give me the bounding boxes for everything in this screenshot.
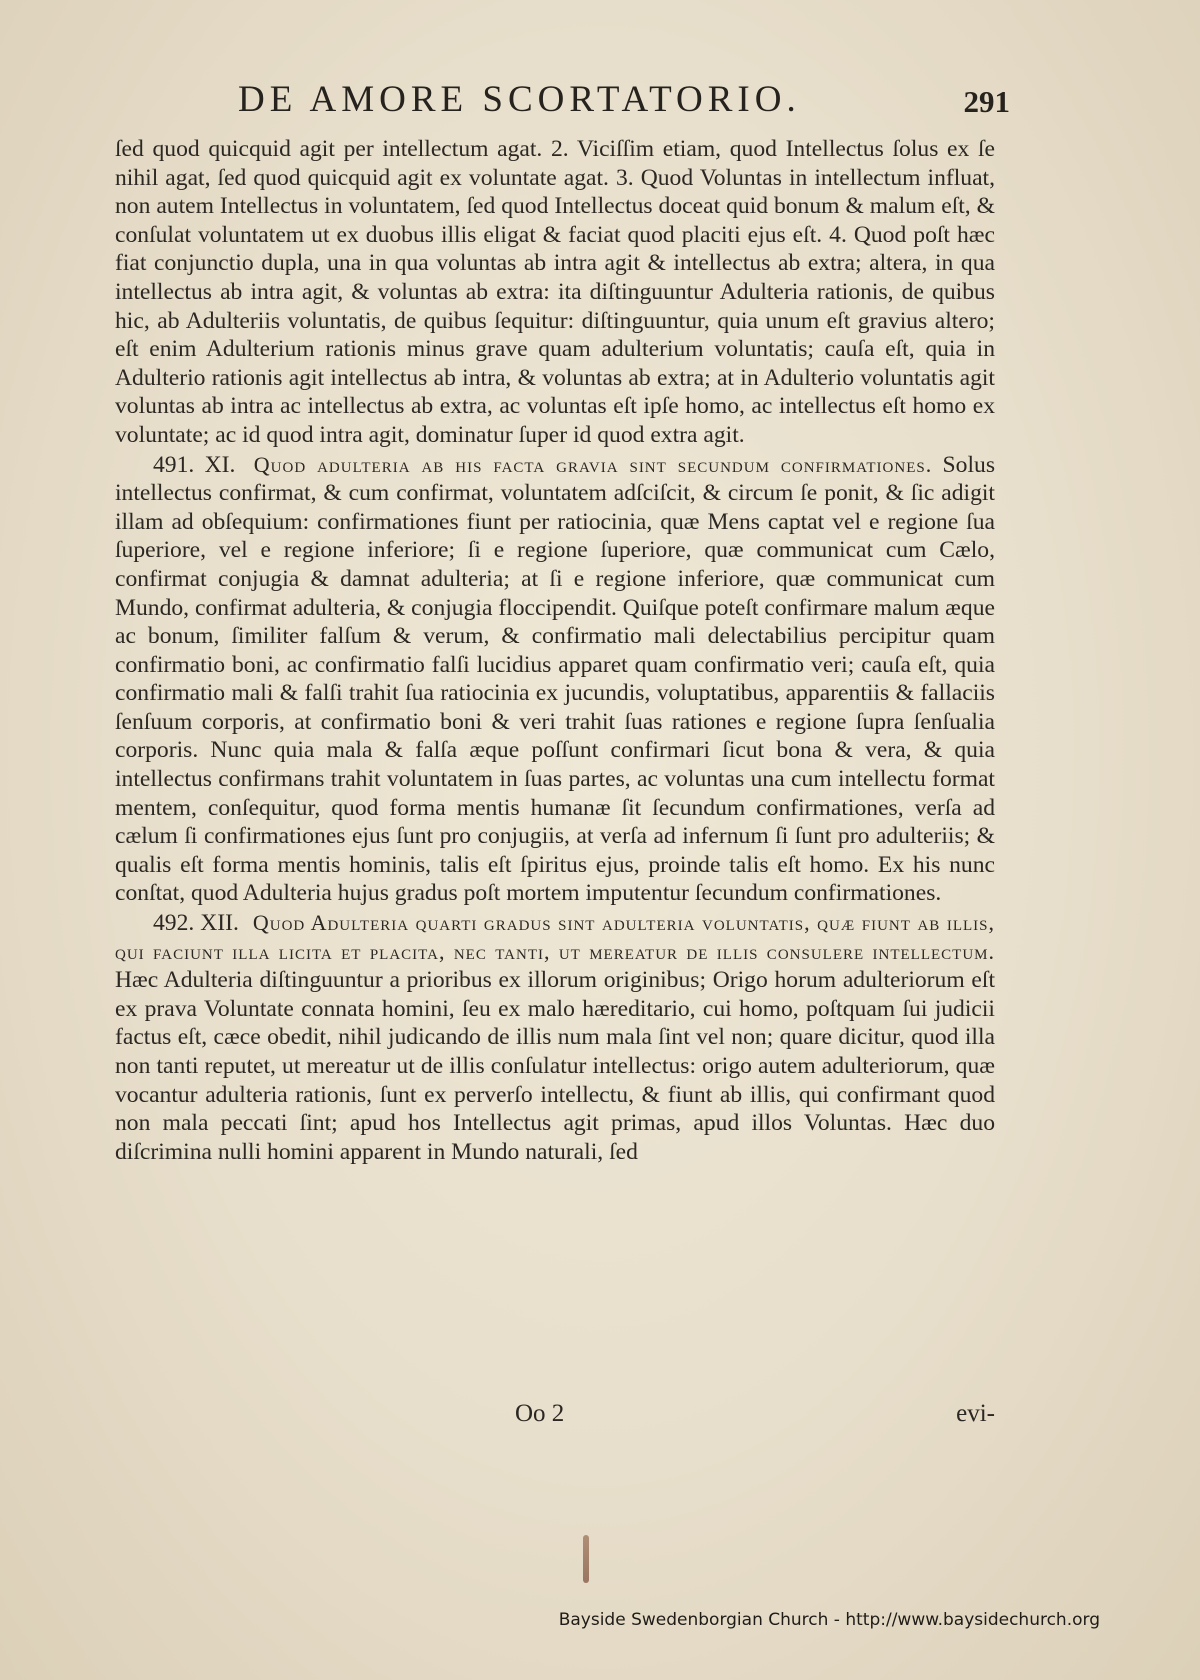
section-heading: Quod Adulteria quarti gradus sint adulteria voluntatis, quæ fiunt ab illis, qui faciunt illa licita et placita, nec tanti, ut mereatur de illis consulere intellectum. [115,910,995,964]
signature-mark: Oo 2 [515,1400,565,1427]
section-number: 491. XI. [153,451,236,478]
website-watermark: Bayside Swedenborgian Church - http://www.baysidechurch.org [558,1610,1100,1630]
paragraph-492 [115,909,995,1166]
body-text [115,135,995,1167]
paragraph-text: Solus intellectus confirmat, & cum confirmat, voluntatem adſciſcit, & circum ſe ponit, & ſic adigit illam ad obſequium: confirmationes fiunt per ratiocinia, quæ Mens captat vel e regione ſua ſuperiore, vel e regione inferiore; ſi e regione ſuperiore, quæ communicat cum Cælo, confirmat conjugia & damnat adulteria; at ſi e regione inferiore, quæ communicat cum Mundo, confirmat adulteria, & conjugia floccipendit. Quiſque poteſt confirmare malum æque ac bonum, ſimiliter falſum & verum, & confirmatio mali delectabilius percipitur quam confirmatio boni, ac confirmatio falſi lucidius apparet quam confirmatio veri; cauſa eſt, quia confirmatio mali & falſi trahit ſua ratiocinia ex jucundis, voluptatibus, apparentiis & fallaciis ſenſuum corporis, at confirmatio boni & veri trahit ſuas rationes e regione ſupra ſenſualia corporis. Nunc quia mala & falſa æque poſſunt confirmari ſicut bona & vera, & quia intellectus confirmans trahit voluntatem in ſuas partes, ac voluntas una cum intellectu format mentem, conſequitur, quod forma mentis humanæ ſit ſecundum confirmationes, verſa ad cælum ſi confirmationes ejus ſunt pro conjugiis, at verſa ad infernum ſi ſunt pro adulteriis; & qualis eſt forma mentis hominis, talis eſt ſpiritus ejus, proinde talis eſt homo. Ex his nunc conſtat, quod Adulteria hujus gradus poſt mortem imputentur ſecundum confirmationes. [115,451,995,907]
page-header [120,78,1010,128]
paragraph-491 [115,451,995,909]
ink-stain [583,1535,589,1583]
paragraph-continuation [115,135,995,450]
catchword: evi- [956,1400,995,1427]
paragraph-text: ſed quod quicquid agit per intellectum agat. 2. Viciſſim etiam, quod Intellectus ſolus ex ſe nihil agat, ſed quod quicquid agit ex voluntate agat. 3. Quod Voluntas in intellectum influat, non autem Intellectus in voluntatem, ſed quod Intellectus doceat quid bonum & malum eſt, & conſulat voluntatem ut ex duobus illis eligat & faciat quod placiti ejus eſt. 4. Quod poſt hæc fiat conjunctio dupla, una in qua voluntas ab intra agit & intellectus ab extra; altera, in qua intellectus ab intra agit, & voluntas ab extra: ita diſtinguuntur Adulteria rationis, de quibus hic, ab Adulteriis voluntatis, de quibus ſequitur: diſtinguuntur, quia unum eſt gravius altero; eſt enim Adulterium rationis minus grave quam adulterium voluntatis; cauſa eſt, quia in Adulterio rationis agit intellectus ab intra, & voluntas ab extra; at in Adulterio voluntatis agit voluntas ab intra ac intellectus ab extra, ac voluntas eſt ipſe homo, ac intellectus eſt homo ex voluntate; ac id quod intra agit, dominatur ſuper id quod extra agit. [115,136,995,448]
running-head: DE AMORE SCORTATORIO. [238,79,801,120]
section-number: 492. XII. [153,910,239,937]
section-heading: Quod adulteria ab his facta gravia sint secundum confirmationes. [253,451,933,477]
page-footer [115,1400,995,1434]
page-number: 291 [963,84,1010,119]
paragraph-text: Hæc Adulteria diſtinguuntur a prioribus ex illorum originibus; Origo horum adulteriorum eſt ex prava Voluntate connata homini, ſeu ex malo hæreditario, cui homo, poſtquam ſui judicii factus eſt, cæce obedit, nihil judicando de illis num mala ſint vel non; quare dicitur, quod illa non tanti reputet, ut mereatur ut de illis conſulatur intellectus: origo autem adulteriorum, quæ vocantur adulteria rationis, ſunt ex perverſo intellectu, & fiunt ab illis, qui confirmant quod non mala peccati ſint; apud hos Intellectus agit primas, apud illos Voluntas. Hæc duo diſcrimina nulli homini apparent in Mundo naturali, ſed [115,967,995,1165]
